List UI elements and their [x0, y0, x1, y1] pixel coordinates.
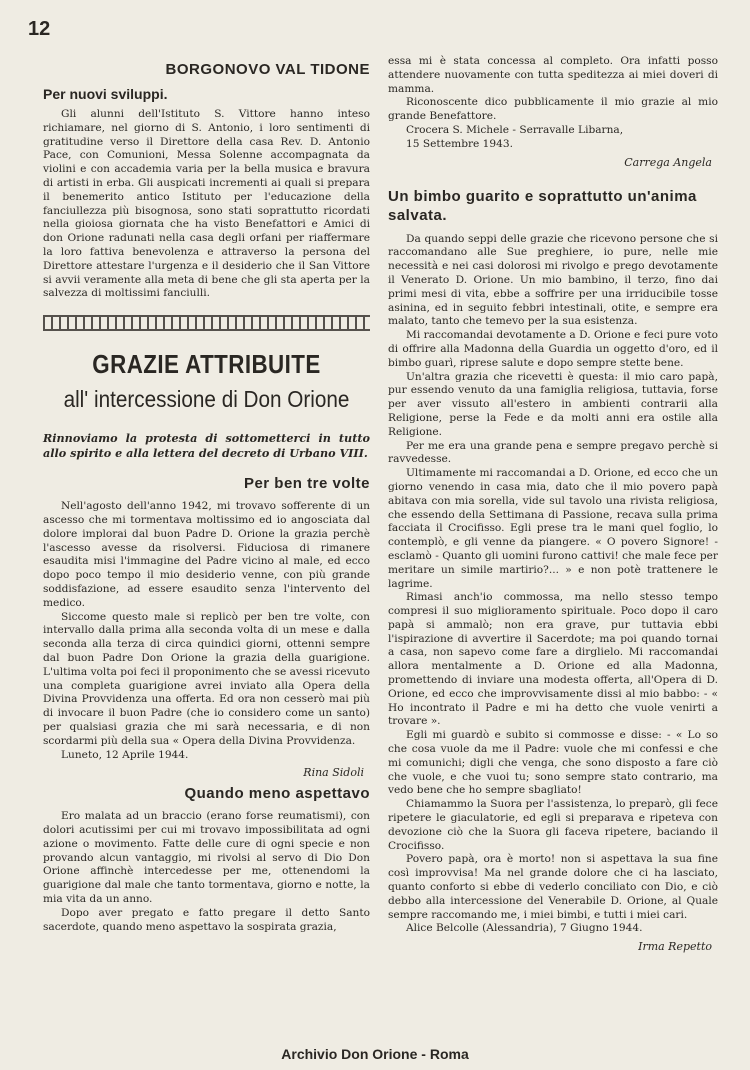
- per-ben-tre-volte-paragraph: Siccome questo male si replicò per ben tre volte, con intervallo dalla prima alla seconda volta di un mese e dalla seconda alla terza di circa quindici giorni, ottenni sempre dal buon Padre Don Orione la grazia della guarigione. L'ultima volta poi feci il proponimento che se avessi ricevuto una completa guarigione avrei inviato alla Opera della Divina Provvidenza una offerta. Ed ora non cesserò mai più di invocare il buon Padre (che io considero come un santo) per qualsiasi grazia che mi sarà necessaria, e di non scordarmi più della sua « Opera della Divina Provvidenza.: [43, 610, 370, 747]
- per-ben-tre-volte-title: Per ben tre volte: [243, 475, 370, 493]
- bimbo-dateline: Alice Belcolle (Alessandria), 7 Giugno 1944.: [406, 922, 643, 935]
- quando-meno-paragraph: Ero malata ad un braccio (erano forse reumatismi), con dolori acutissimi per cui mi trovavo impossibilitata ad ogni azione o movimento. Fatte delle cure di ogni specie e non provando alcun vantaggio, mi rivolsi al servo di Dio Don Orione affinchè intercedesse per me, ottenendomi la guarigione dal male che tanto tormentava, giorno e notte, la mia vita da un anno.: [43, 810, 370, 906]
- bimbo-paragraph: Mi raccomandai devotamente a D. Orione e feci pure voto di offrire alla Madonna della Guardia un oggetto d'oro, ed il bimbo guarì, riprese salute e dopo sempre stette bene.: [388, 329, 718, 369]
- page-number: 12: [28, 18, 51, 40]
- bimbo-paragraph: Rimasi anch'io commossa, ma nello stesso tempo compresi il suo miglioramento spirituale. Poco dopo il caro papà si ammalò; non era grave, pur tuttavia ebbi l'ispirazione di avvertire il Sacerdote; ma poi quando tornai a casa, non sapevo come fare a dirglielo. Mi raccomandai allora mentalmente a D. Orione ed alla Madonna, promettendo di inviare una modesta offerta, all'Opera di D. Orione, ed ecco che improvvisamente dissi al mio babbo: - « Ho incontrato il Padre e mi ha detto che vuole venirti a trovare ».: [388, 591, 718, 728]
- signature-carrega: Carrega Angela: [624, 155, 712, 169]
- continuation-paragraph: Riconoscente dico pubblicamente il mio grazie al mio grande Benefattore.: [388, 96, 718, 123]
- bimbo-paragraph: Povero papà, ora è morto! non si aspettava la sua fine così improvvisa! Ma nel grande dolore che ci ha lasciato, quanto conforto si ebbe di vederlo conciliato con Dio, e ciò debbo alla intercessione del Venerabile D. Orione, al Quale sempre raccomando me, i miei bimbi, e tutti i miei cari.: [388, 853, 718, 921]
- borgonovo-body: Gli alunni dell'Istituto S. Vittore hanno inteso richiamare, nel giorno di S. Antonio, i loro sentimenti di gratitudine verso il Direttore della casa Rev. D. Antonio Pace, con Comunioni, Messa Solenne accompagnata da violini e con accademia varia per la bella musica e bravura di artisti in erba. Gli auspicati incrementi ai quali si prepara il benemerito antico Istituto per l'educazione della fanciullezza più bisognosa, sono stati soprattutto ricordati nella gioiosa giornata che ha visto Benefattori e Amici di don Orione radunati nella casa degli orfani per riaffermare la loro fattiva benevolenza e attraverso la persona del Direttore attestare l'urgenza e il desiderio che il San Vittore si avvii veramente alla meta di bene che gli sta aperta per la salvezza di moltissimi fanciulli.: [43, 108, 370, 300]
- right-column: [388, 55, 718, 959]
- continuation-paragraph: essa mi è stata concessa al completo. Ora infatti posso attendere nuovamente con tutta speditezza ai miei doveri di mamma.: [388, 55, 718, 95]
- borgonovo-title: BORGONOVO VAL TIDONE: [165, 61, 370, 78]
- protest-note: Rinnoviamo la protesta di sottometterci in tutto allo spirito e alla lettera del decreto di Urbano VIII.: [43, 431, 370, 461]
- ornamental-divider: [43, 315, 370, 331]
- bimbo-paragraph: Ultimamente mi raccomandai a D. Orione, ed ecco che un giorno venendo in casa mia, dato che il mio povero papà abitava con mia sorella, vide sul tavolo una rivista religiosa, che essendo della Settimana di Passione, recava sulla prima facciata il Crocifisso. Egli prese tra le mani quel foglio, lo contemplò, e gli venne da piangere. « O povero Signore! - esclamò - Quanto gli uomini furono cattivi! che male fece per meritare un simile martirio?... » e non potè trattenere le lagrime.: [388, 467, 718, 590]
- quando-meno-title: Quando meno aspettavo: [184, 785, 370, 803]
- bimbo-title: Un bimbo guarito e soprattutto un'anima salvata.: [388, 187, 697, 224]
- bimbo-paragraph: Un'altra grazia che ricevetti è questa: il mio caro papà, pur essendo venuto da una famiglia religiosa, tuttavia, forse per aver vissuto all'estero in ambienti contrarii alla Religione, perse la Fede e da molti anni era ostile alla Religione.: [388, 370, 718, 438]
- bimbo-paragraph: Da quando seppi delle grazie che ricevono persone che si raccomandano alle Sue preghiere, io pure, nelle mie necessità e nei casi dolorosi mi rivolgo e prego devotamente il Venerato D. Orione. Un mio bambino, il terzo, fino dai primi mesi di vita, ebbe a soffrire per una irriducibile tosse asinina, ed in seguito febbri intestinali, otite, e sempre era malato, tanto che temevo per la sua esistenza.: [388, 232, 718, 328]
- headline-title: GRAZIE ATTRIBUITE: [92, 349, 321, 380]
- borgonovo-subtitle: Per nuovi sviluppi.: [43, 86, 168, 102]
- bimbo-paragraph: Egli mi guardò e subito si commosse e disse: - « Lo so che cosa vuole da me il Padre: vuole che mi confessi e che mi comunichi; digli che venga, che sono disposto a fare ciò che vuole, e che vuoi tu; sono sempre stato contrario, ma vedo bene che ho sempre sbagliato!: [388, 729, 718, 797]
- place-line: Crocera S. Michele - Serravalle Libarna,: [406, 123, 624, 136]
- bimbo-paragraph: Per me era una grande pena e sempre pregavo perchè si ravvedesse.: [388, 439, 718, 466]
- bimbo-paragraph: Chiamammo la Suora per l'assistenza, lo preparò, gli fece ripetere le giaculatorie, ed egli si preparava e ripeteva con devozione ciò che la Suora gli faceva ripetere, baciando il Crocifisso.: [388, 798, 718, 852]
- left-column: [43, 55, 370, 934]
- per-ben-tre-volte-dateline: Luneto, 12 Aprile 1944.: [61, 748, 189, 761]
- per-ben-tre-volte-signature: Rina Sidoli: [303, 766, 364, 780]
- date-line: 15 Settembre 1943.: [406, 137, 514, 150]
- per-ben-tre-volte-paragraph: Nell'agosto dell'anno 1942, mi trovavo sofferente di un ascesso che mi tormentava moltissimo ed io angosciata dal dolore implorai dal buon Padre D. Orione la grazia perchè l'ascesso avesse da risolversi. Fiduciosa di rimanere esaudita misi l'immagine del Padre vicino al male, ed ecco dopo poco tempo il mio desiderio venne, con più grande soddisfazione, ad essere esaudito senza l'intervento del medico.: [43, 500, 370, 609]
- headline-subtitle: all' intercessione di Don Orione: [63, 386, 350, 413]
- archive-footer: Archivio Don Orione - Roma: [281, 1046, 469, 1062]
- quando-meno-paragraph: Dopo aver pregato e fatto pregare il detto Santo sacerdote, quando meno aspettavo la sospirata grazia,: [43, 906, 370, 933]
- signature-repetto: Irma Repetto: [638, 940, 712, 954]
